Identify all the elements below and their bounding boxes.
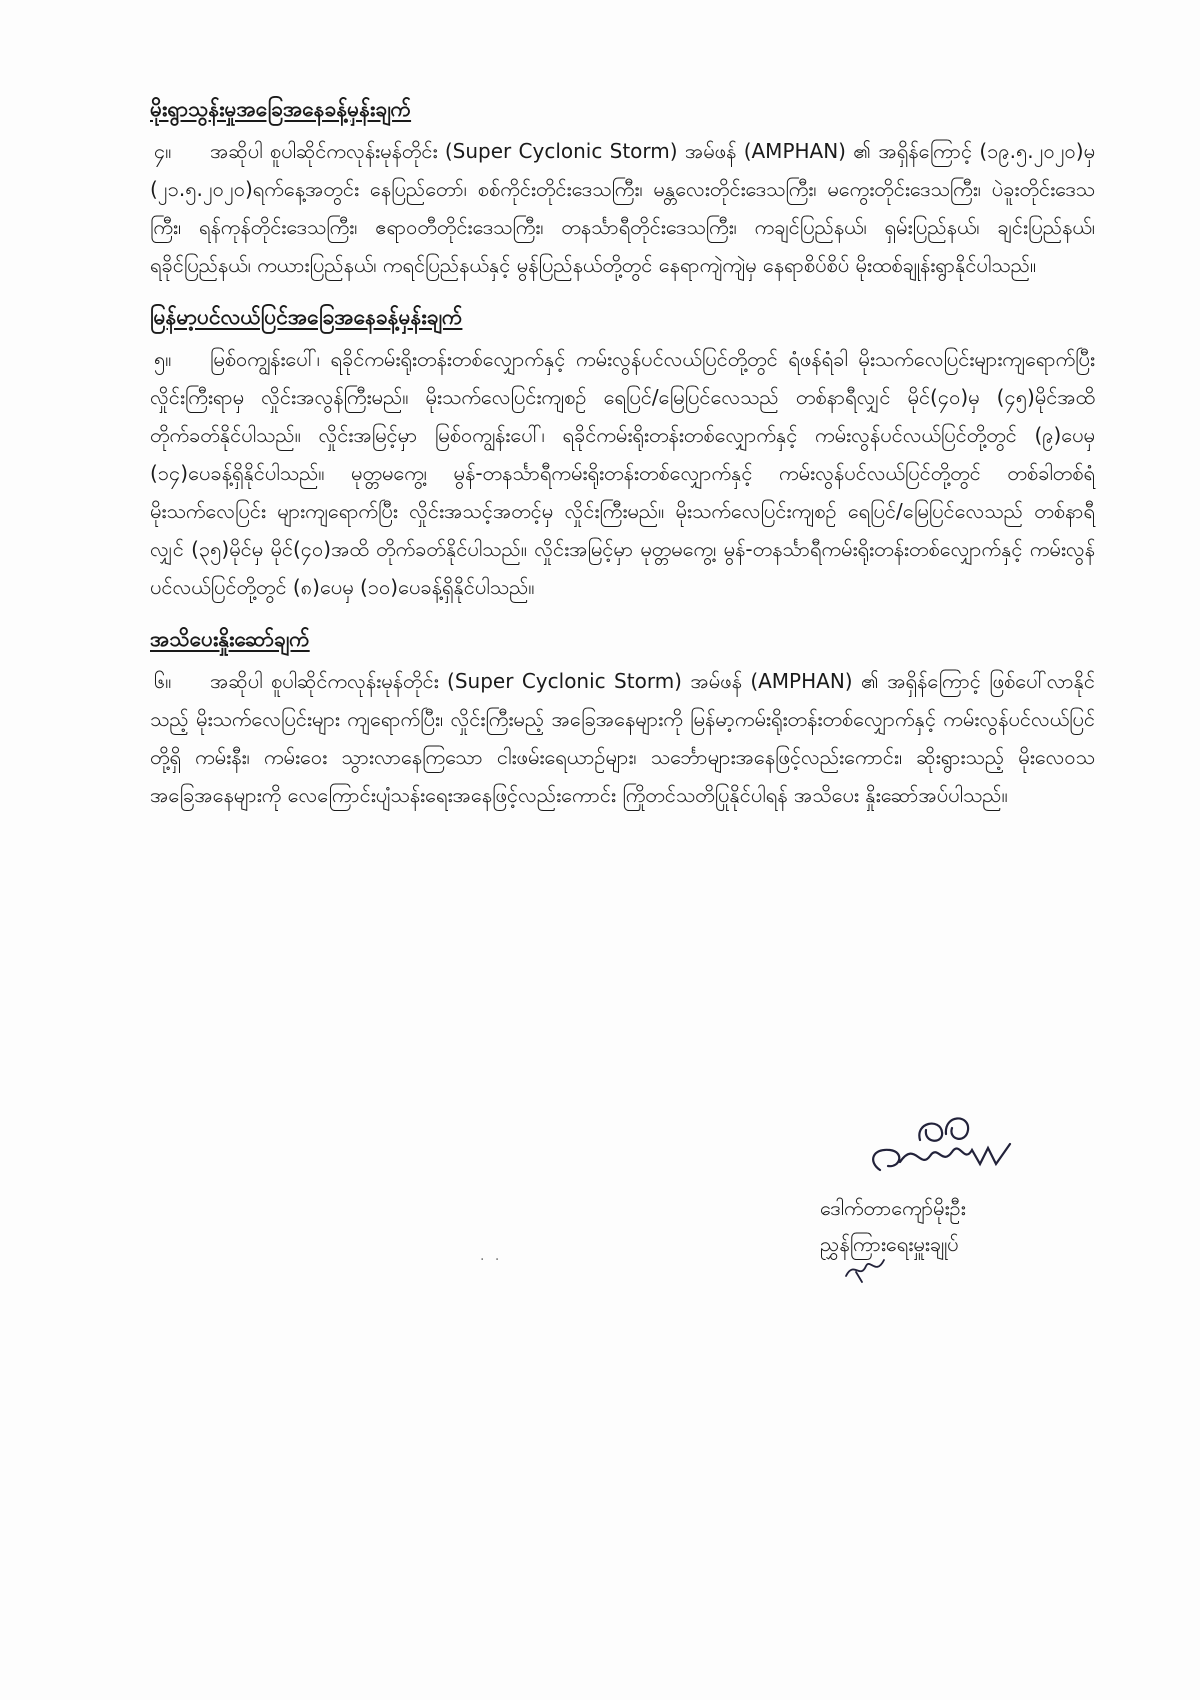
scan-artifact: · · [480, 1252, 503, 1268]
paragraph-text: မြစ်ဝကျွန်းပေါ်၊ ရခိုင်ကမ်းရိုးတန်းတစ်လျှောက်နှင့် ကမ်းလွန်ပင်လယ်ပြင်တို့တွင် ရံဖန်ရံခါ မိုးသက်လေပြင်းများကျရောက်ပြီး လှိုင်းကြီးရာမှ လှိုင်းအလွန်ကြီးမည်။ မိုးသက်လေပြင်းကျစဉ် ရေပြင်/မြေပြင်လေသည် တစ်နာရီလျှင် မိုင်(၄၀)မှ (၄၅)မိုင်အထိ တိုက်ခတ်နိုင်ပါသည်။ လှိုင်းအမြင့်မှာ မြစ်ဝကျွန်းပေါ်၊ ရခိုင်ကမ်းရိုးတန်းတစ်လျှောက်နှင့် ကမ်းလွန်ပင်လယ်ပြင်တို့တွင် (၉)ပေမှ (၁၄)ပေခန့်ရှိနိုင်ပါသည်။ မုတ္တမကွေ့၊ မွန်-တနင်္သာရီကမ်းရိုးတန်းတစ်လျှောက်နှင့် ကမ်းလွန်ပင်လယ်ပြင်တို့တွင် တစ်ခါတစ်ရံ မိုးသက်လေပြင်း များကျရောက်ပြီး လှိုင်းအသင့်အတင့်မှ လှိုင်းကြီးမည်။ မိုးသက်လေပြင်းကျစဉ် ရေပြင်/မြေပြင်လေသည် တစ်နာရီလျှင် (၃၅)မိုင်မှ မိုင်(၄၀)အထိ တိုက်ခတ်နိုင်ပါသည်။ လှိုင်းအမြင့်မှာ မုတ္တမကွေ့၊ မွန်-တနင်္သာရီကမ်းရိုးတန်းတစ်လျှောက်နှင့် ကမ်းလွန်ပင်လယ်ပြင်တို့တွင် (၈)ပေမှ (၁၀)ပေခန့်ရှိနိုင်ပါသည်။ [150, 347, 1095, 599]
rainfall-forecast-section [150, 92, 1095, 284]
paragraph-number: ၅။ [154, 347, 172, 371]
warning-heading: အသိပေးနှိုးဆော်ချက် [150, 627, 310, 651]
signature-block [820, 1100, 1100, 1262]
signatory-name: ဒေါက်တာကျော်မိုးဦး [820, 1196, 966, 1220]
paragraph-text: အဆိုပါ စူပါဆိုင်ကလုန်းမုန်တိုင်း (Super Cyclonic Storm) အမ်ဖန် (AMPHAN) ၏ အရှိန်ကြောင့် ဖြစ်ပေါ်လာနိုင်သည့် မိုးသက်လေပြင်းများ ကျရောက်ပြီး၊ လှိုင်းကြီးမည့် အခြေအနေများကို မြန်မာ့ကမ်းရိုးတန်းတစ်လျှောက်နှင့် ကမ်းလွန်ပင်လယ်ပြင်တို့ရှိ ကမ်းနီး၊ ကမ်းဝေး သွားလာနေကြသော ငါးဖမ်းရေယာဉ်များ၊ သင်္ဘောများအနေဖြင့်လည်းကောင်း၊ ဆိုးရွားသည့် မိုးလေဝသအခြေအနေများကို လေကြောင်းပျံသန်းရေးအနေဖြင့်လည်းကောင်း ကြိုတင်သတိပြုနိုင်ပါရန် အသိပေး နှိုးဆော်အပ်ပါသည်။ [150, 669, 1095, 807]
sea-condition-heading: မြန်မာ့ပင်လယ်ပြင်အခြေအနေခန့်မှန်းချက် [150, 305, 463, 329]
paragraph-number: ၆။ [154, 669, 172, 693]
warning-section [150, 622, 1095, 814]
paragraph-5 [150, 340, 1095, 606]
rainfall-forecast-heading: မိုးရွာသွန်းမှုအခြေအနေခန့်မှန်းချက် [150, 97, 412, 121]
handwritten-initial [840, 1250, 890, 1284]
document-body [150, 92, 1095, 830]
sea-condition-section [150, 300, 1095, 606]
paragraph-number: ၄။ [154, 139, 172, 163]
paragraph-4 [150, 132, 1095, 284]
handwritten-signature [860, 1100, 1030, 1190]
paragraph-6 [150, 662, 1095, 814]
paragraph-text: အဆိုပါ စူပါဆိုင်ကလုန်းမုန်တိုင်း (Super Cyclonic Storm) အမ်ဖန် (AMPHAN) ၏ အရှိန်ကြောင့် (၁၉.၅.၂၀၂၀)မှ (၂၁.၅.၂၀၂၀)ရက်နေ့အတွင်း နေပြည်တော်၊ စစ်ကိုင်းတိုင်းဒေသကြီး၊ မန္တလေးတိုင်းဒေသကြီး၊ မကွေးတိုင်းဒေသကြီး၊ ပဲခူးတိုင်းဒေသကြီး၊ ရန်ကုန်တိုင်းဒေသကြီး၊ ဧရာဝတီတိုင်းဒေသကြီး၊ တနင်္သာရီတိုင်းဒေသကြီး၊ ကချင်ပြည်နယ်၊ ရှမ်းပြည်နယ်၊ ချင်းပြည်နယ်၊ ရခိုင်ပြည်နယ်၊ ကယားပြည်နယ်၊ ကရင်ပြည်နယ်နှင့် မွန်ပြည်နယ်တို့တွင် နေရာကျဲကျဲမှ နေရာစိပ်စိပ် မိုးထစ်ချုန်းရွာနိုင်ပါသည်။ [150, 139, 1095, 277]
signatory-title: ညွှန်ကြားရေးမှူးချုပ် [820, 1232, 959, 1256]
